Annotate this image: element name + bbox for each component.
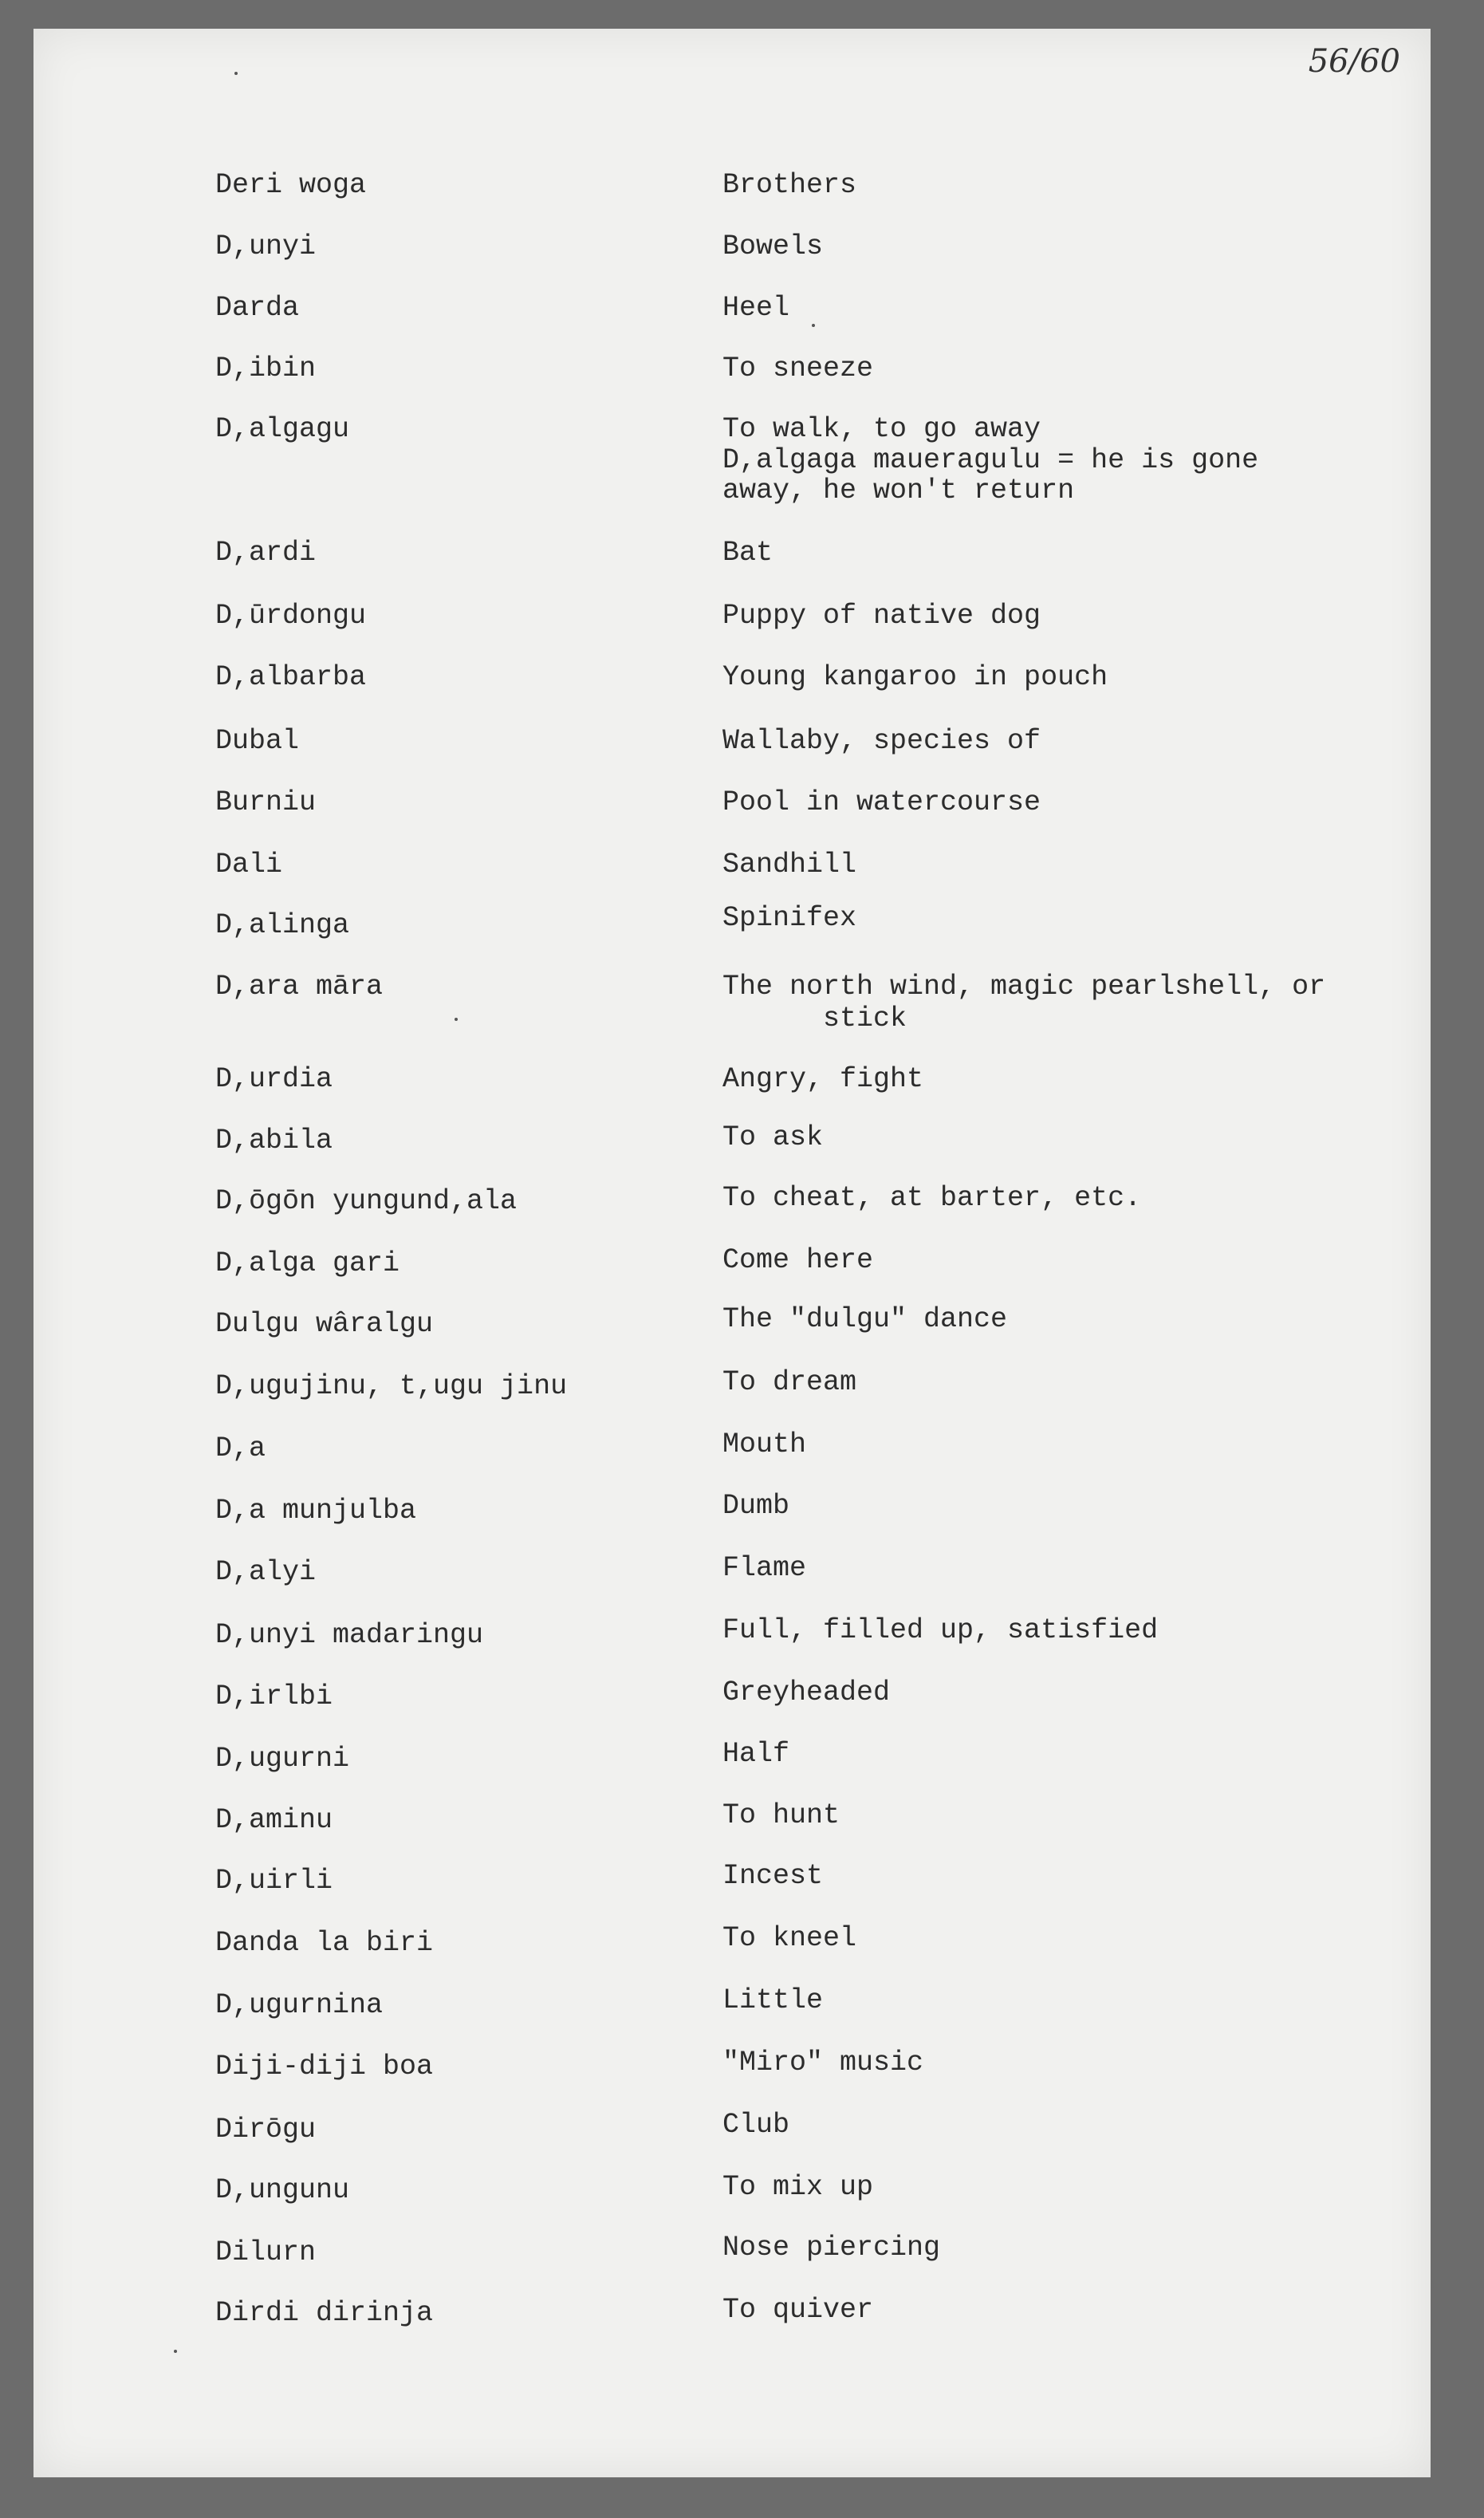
definition: To ask xyxy=(722,1121,824,1153)
term: Darda xyxy=(215,292,300,324)
definition: Sandhill xyxy=(722,849,857,881)
definition: Nose piercing xyxy=(722,2232,941,2264)
term: D,abila xyxy=(215,1125,333,1157)
definition: To mix up xyxy=(722,2171,874,2203)
term: Burniu xyxy=(215,786,317,818)
term: D,ungunu xyxy=(215,2174,350,2206)
term: Dirōgu xyxy=(215,2114,317,2146)
definition-line: To walk, to go away xyxy=(722,413,1041,445)
definition: Heel xyxy=(722,292,790,324)
definition: Dumb xyxy=(722,1490,790,1522)
term: Deri woga xyxy=(215,169,367,201)
term: D,alga gari xyxy=(215,1247,400,1279)
speck xyxy=(174,2350,177,2353)
term: D,unyi xyxy=(215,231,317,262)
definition: Full, filled up, satisfied xyxy=(722,1614,1159,1646)
definition-line: The north wind, magic pearlshell, or xyxy=(722,971,1326,1003)
definition: To hunt xyxy=(722,1799,840,1831)
term: Danda la biri xyxy=(215,1927,434,1959)
definition: "Miro" music xyxy=(722,2047,924,2079)
definition: Puppy of native dog xyxy=(722,600,1041,632)
definition: Greyheaded xyxy=(722,1677,891,1708)
definition: Incest xyxy=(722,1860,824,1892)
definition-line: stick xyxy=(722,1003,907,1034)
definition: Club xyxy=(722,2109,790,2141)
definition: Young kangaroo in pouch xyxy=(722,661,1108,693)
definition: Flame xyxy=(722,1552,807,1584)
term: Dulgu wâralgu xyxy=(215,1308,434,1340)
term: D,ugurnina xyxy=(215,1989,384,2021)
term: D,algagu xyxy=(215,413,350,445)
definition: To cheat, at barter, etc. xyxy=(722,1182,1142,1214)
definition: Little xyxy=(722,1984,824,2016)
term: D,ibin xyxy=(215,353,317,384)
definition: Bowels xyxy=(722,231,824,262)
term: D,ūrdongu xyxy=(215,600,367,632)
speck xyxy=(234,72,238,75)
definition: To sneeze xyxy=(722,353,874,384)
definition-line: away, he won't return xyxy=(722,475,1075,506)
definition: Angry, fight xyxy=(722,1063,924,1095)
term: D,unyi madaringu xyxy=(215,1619,484,1651)
term: Dubal xyxy=(215,725,300,757)
definition: Half xyxy=(722,1738,790,1770)
term: Dali xyxy=(215,849,283,881)
term: D,aminu xyxy=(215,1804,333,1836)
term: D,a xyxy=(215,1432,266,1464)
term: D,ara māra xyxy=(215,971,384,1003)
term: Dirdi dirinja xyxy=(215,2297,434,2329)
term: D,urdia xyxy=(215,1063,333,1095)
definition: Come here xyxy=(722,1244,874,1276)
term: D,uirli xyxy=(215,1865,333,1897)
speck xyxy=(455,1018,458,1021)
speck xyxy=(812,324,815,327)
term: D,alinga xyxy=(215,909,350,941)
folio-number: 56/60 xyxy=(1308,43,1400,80)
term: D,a munjulba xyxy=(215,1495,417,1527)
definition: The "dulgu" dance xyxy=(722,1303,1008,1335)
definition: To kneel xyxy=(722,1922,857,1954)
term: D,ugurni xyxy=(215,1743,350,1775)
term: D,ugujinu, t,ugu jinu xyxy=(215,1370,568,1402)
definition: Wallaby, species of xyxy=(722,725,1041,757)
definition: Mouth xyxy=(722,1428,807,1460)
definition: Brothers xyxy=(722,169,857,201)
document-page xyxy=(33,29,1431,2477)
term: D,ardi xyxy=(215,537,317,569)
term: D,ōgōn yungund,ala xyxy=(215,1185,518,1217)
term: Dilurn xyxy=(215,2236,317,2268)
term: D,irlbi xyxy=(215,1681,333,1712)
definition: To quiver xyxy=(722,2294,874,2326)
definition-line: D,algaga maueragulu = he is gone xyxy=(722,444,1259,476)
term: Diji-diji boa xyxy=(215,2051,434,2083)
term: D,albarba xyxy=(215,661,367,693)
definition: Pool in watercourse xyxy=(722,786,1041,818)
definition: Spinifex xyxy=(722,902,857,934)
definition: To dream xyxy=(722,1366,857,1398)
definition: Bat xyxy=(722,537,773,569)
term: D,alyi xyxy=(215,1556,317,1588)
